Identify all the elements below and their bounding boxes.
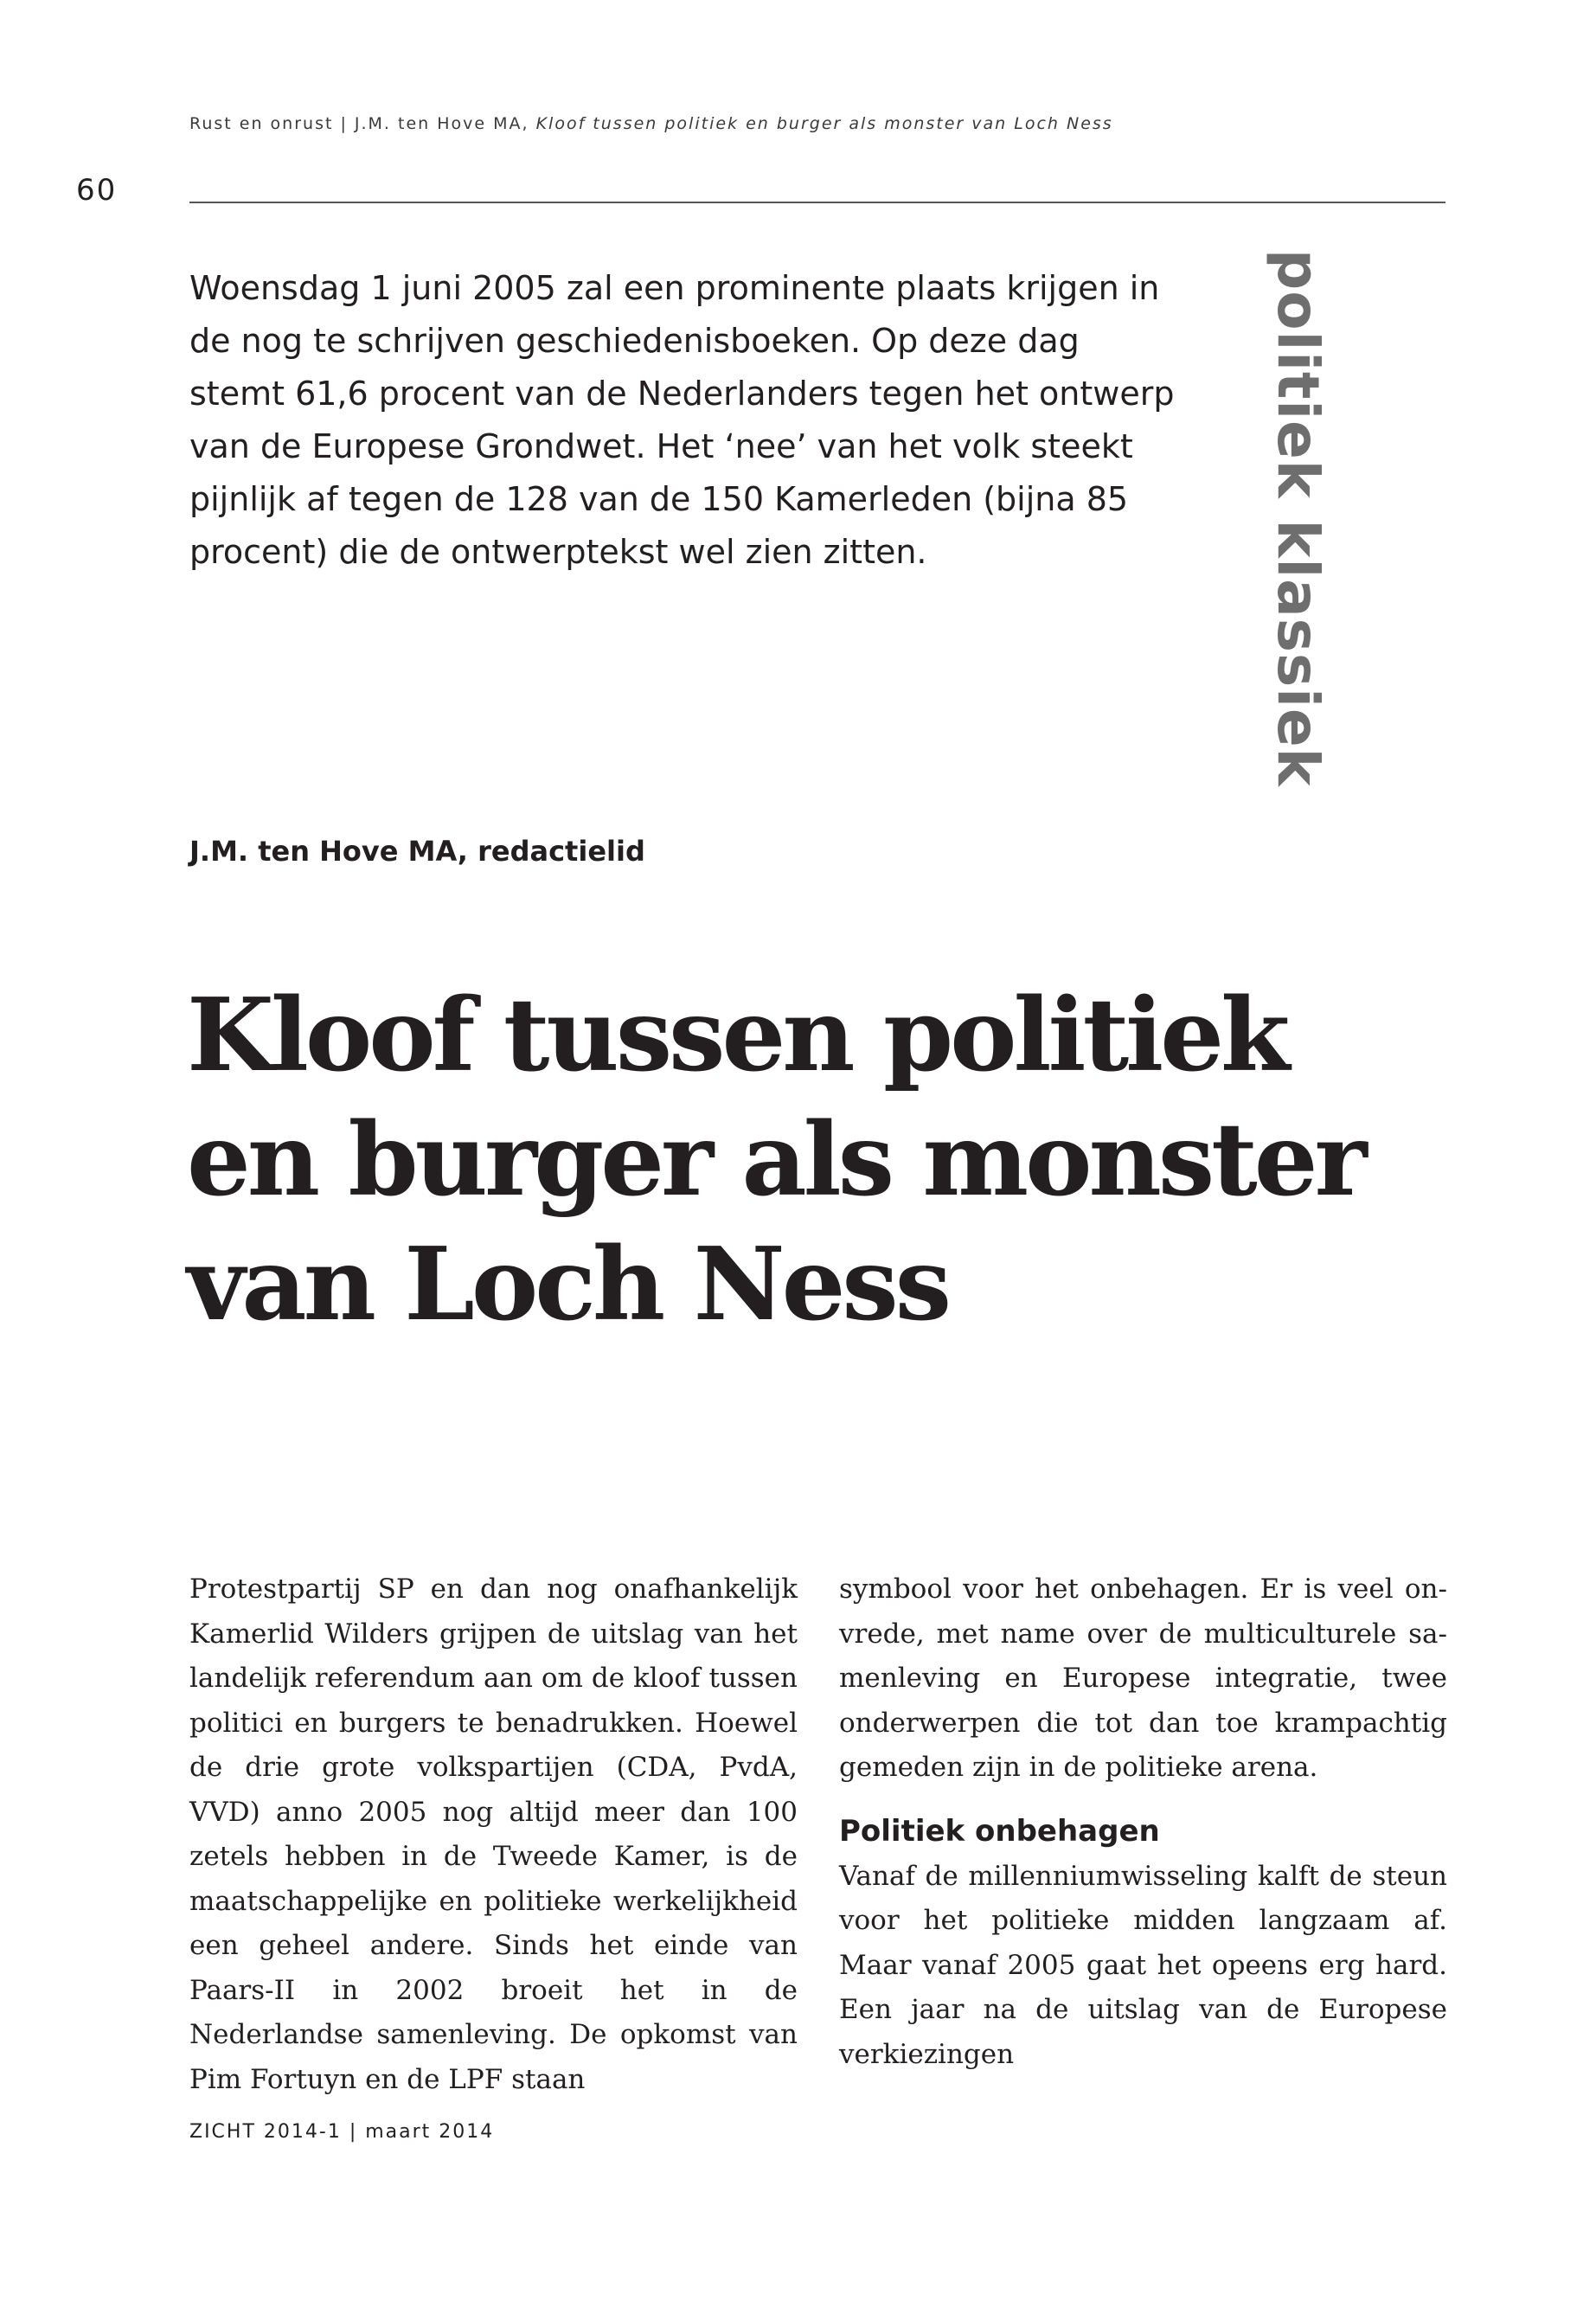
page-number: 60 — [76, 173, 118, 208]
article-headline — [187, 973, 1484, 1347]
headline-line-3: van Loch Ness — [187, 1226, 949, 1343]
body-column-right — [839, 1567, 1447, 2077]
body-column-left — [189, 1567, 798, 2102]
running-head — [189, 114, 1113, 133]
page-footer: ZICHT 2014-1 | maart 2014 — [189, 2121, 495, 2143]
lead-paragraph: Woensdag 1 juni 2005 zal een prominente plaats krijgen in de nog te schrijven geschiedenisboeken. Op deze dag stemt 61,6 procent van de Nederlanders tegen het ontwerp van de Europese Grondwet. Het ‘nee’ van het volk steekt pijnlijk af tegen de 128 van de 150 Kamerleden (bijna 85 procent) die de ontwerptekst wel zien zitten. — [189, 269, 1175, 571]
headline-line-1: Kloof tussen politiek — [187, 977, 1287, 1094]
author-byline: J.M. ten Hove MA, redactielid — [189, 835, 645, 868]
body-paragraph: symbool voor het onbehagen. Er is veel onvrede, met name over de multiculturele samenleving en Europese integratie, twee onderwerpen die tot dan toe krampachtig gemeden zijn in de politieke arena. — [839, 1574, 1447, 1783]
body-paragraph: Vanaf de millenniumwisseling kalft de steun voor het politieke midden langzaam af. Maar vanaf 2005 gaat het opeens erg hard. Een jaar na de uitslag van de Europese verkiezingen — [839, 1860, 1447, 2070]
section-subheading: Politiek onbehagen — [839, 1813, 1160, 1849]
header-rule — [189, 202, 1445, 203]
running-head-article-title: Kloof tussen politiek en burger als monster van Loch Ness — [535, 114, 1113, 133]
headline-line-2: en burger als monster — [187, 1101, 1364, 1219]
running-head-prefix: Rust en onrust | J.M. ten Hove MA, — [189, 114, 536, 133]
section-label: politiek klassiek — [1265, 249, 1331, 787]
body-paragraph: Protestpartij SP en dan nog onafhankelijk Kamerlid Wilders grijpen de uitslag van het landelijk referendum aan om de kloof tussen politici en burgers te benadrukken. Hoewel de drie grote volkspartijen (CDA, PvdA, VVD) anno 2005 nog altijd meer dan 100 zetels hebben in de Tweede Kamer, is de maatschappelijke en politieke werkelijkheid een geheel andere. Sinds het einde van Paars-II in 2002 broeit het in de Nederlandse samenleving. De opkomst van Pim Fortuyn en de LPF staan — [189, 1574, 798, 2095]
